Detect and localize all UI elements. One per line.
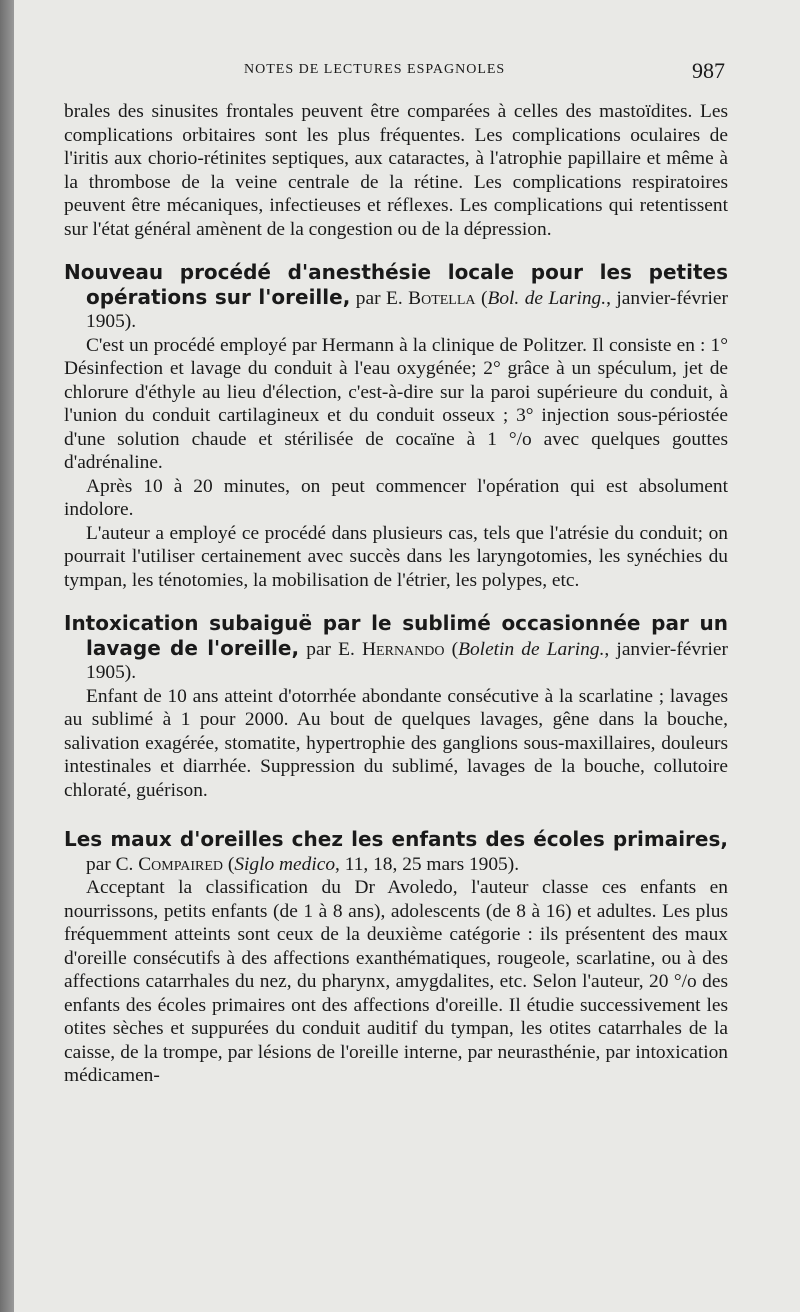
section-gap xyxy=(64,802,728,828)
continuation-paragraph: brales des sinusites frontales peuvent être comparées à celles des mastoïdites. Les complications orbitaires sont les plus fréquentes. Les complications oculaires de l'iritis aux chorio-rétinites septiques, aux cataractes, à l'atrophie papillaire et même à la thrombose de la veine centrale de la rétine. Les complications respiratoires peuvent être mécaniques, infectieuses et réflexes. Les complications qui retentissent sur l'état général amènent de la congestion ou de la dépression. xyxy=(64,101,728,240)
article-maux-oreilles xyxy=(64,828,728,1088)
article-source: Boletin de Laring. xyxy=(458,638,605,660)
article-heading xyxy=(64,828,728,876)
article-heading xyxy=(64,261,728,334)
article-paragraph: L'auteur a employé ce procédé dans plusieurs cas, tels que l'atrésie du conduit; on pourrait l'utiliser certainement avec succès dans les laryngotomies, les synéchies du tympan, les ténotomies, la mobilisation de l'étrier, les polypes, etc. xyxy=(64,522,728,591)
article-by: par E. xyxy=(306,638,355,660)
book-page xyxy=(14,0,800,1312)
article-paragraph: Après 10 à 20 minutes, on peut commencer l'opération qui est absolument indolore. xyxy=(64,475,728,520)
article-author: Compaired xyxy=(138,853,224,875)
article-heading xyxy=(64,612,728,685)
article-title: Intoxication subaiguë par le sublimé occasionnée par un lavage de l'oreille, xyxy=(64,611,728,660)
running-title: NOTES DE LECTURES ESPAGNOLES xyxy=(244,62,506,77)
book-gutter-edge xyxy=(0,0,14,1312)
article-source: Bol. de Laring. xyxy=(487,287,607,309)
section-gap xyxy=(64,592,728,612)
article-title: Nouveau procédé d'anesthésie locale pour les petites opérations sur l'oreille, xyxy=(64,260,728,309)
article-date: , 11, 18, 25 mars 1905). xyxy=(335,853,520,875)
article-intoxication xyxy=(64,612,728,802)
article-by: par C. xyxy=(86,853,134,875)
article-source: Siglo medico xyxy=(234,853,336,875)
article-by: par E. xyxy=(355,287,403,309)
article-author: Hernando xyxy=(362,638,445,660)
page-number: 987 xyxy=(692,58,725,83)
article-author: Botella xyxy=(408,287,476,309)
article-source-open: ( xyxy=(451,638,459,660)
article-anesthesie xyxy=(64,261,728,592)
article-paragraph: Enfant de 10 ans atteint d'otorrhée abondante consécutive à la scarlatine ; lavages au sublimé à 1 pour 2000. Au bout de quelques lavages, gêne dans la bouche, salivation exagérée, stomatite, hypertrophie des ganglions sous-maxillaires, douleurs intestinales et diarrhée. Suppression du sublimé, lavages de la bouche, collutoire chloraté, guérison. xyxy=(64,685,728,801)
article-paragraph: Acceptant la classification du Dr Avoledo, l'auteur classe ces enfants en nourrissons, petits enfants (de 1 à 8 ans), adolescents (de 8 à 16) et adultes. Les plus fréquemment atteints sont ceux de la deuxième catégorie : ils présentent des maux d'oreille consécutifs à des affections exanthématiques, rougeole, scarlatine, ou à des affections catarrhales du nez, du pharynx, amygdalites, etc. Selon l'auteur, 20 °/o des enfants des écoles primaires ont des affections d'oreille. Il étudie successivement les otites sèches et suppurées du conduit auditif du tympan, les otites catarrhales de la caisse, de la trompe, par lésions de l'oreille interne, par neurasthénie, par intoxication médicamen- xyxy=(64,877,728,1086)
running-header xyxy=(14,58,800,88)
article-date: , janvier-février 1905). xyxy=(86,287,728,332)
article-source-open: ( xyxy=(227,853,235,875)
article-paragraph: C'est un procédé employé par Hermann à la clinique de Politzer. Il consiste en : 1° Désinfection et lavage du conduit à l'eau oxygénée; 2° grâce à un spéculum, jet de chlorure d'éthyle au lieu d'élection, c'est-à-dire sur la paroi supérieure du conduit, à l'union du conduit cartilagineux et du conduit osseux ; 3° injection sous-périostée d'une solution chaude et stérilisée de cocaïne à 1 °/o avec quelques gouttes d'adrénaline. xyxy=(64,334,728,473)
article-source-open: ( xyxy=(481,287,488,309)
article-date: , janvier-février 1905). xyxy=(86,638,728,683)
article-title: Les maux d'oreilles chez les enfants des écoles primaires, xyxy=(64,827,728,851)
section-gap xyxy=(64,241,728,261)
page-body xyxy=(64,100,728,1088)
